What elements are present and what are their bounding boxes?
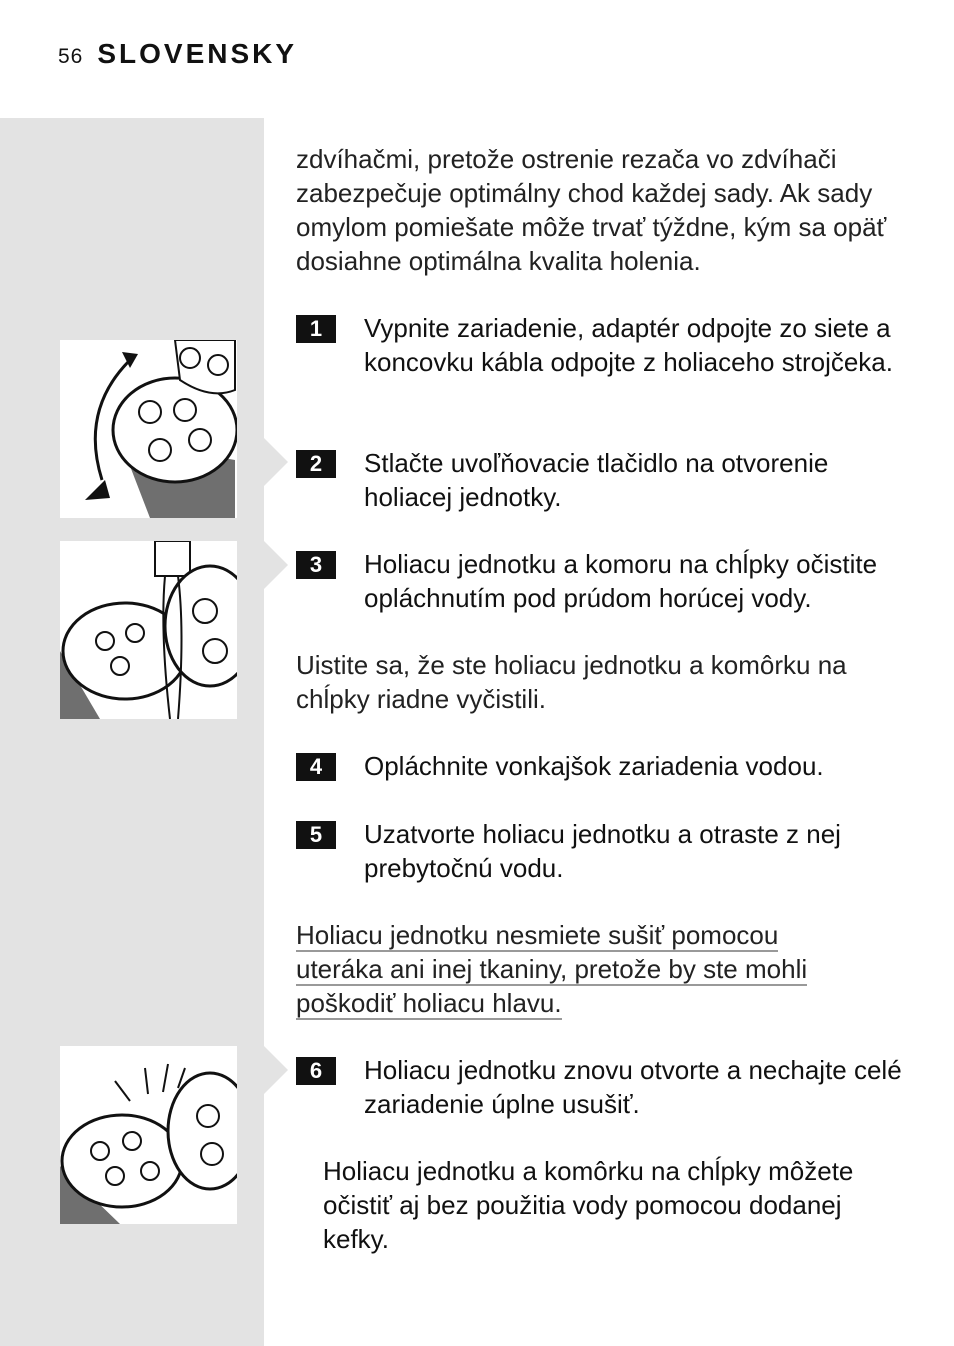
illustration-rinse-shaver [60, 541, 237, 719]
step-4 [296, 749, 906, 783]
step-text: Vypnite zariadenie, adaptér odpojte zo siete a koncovku kábla odpojte z holiaceho strojčeka. [364, 313, 893, 377]
step-number: 2 [296, 450, 336, 478]
step-text: Holiacu jednotku a komoru na chĺpky očistite opláchnutím pod prúdom horúcej vody. [364, 549, 878, 613]
sidebar-pointer-1 [264, 438, 288, 486]
page-number: 56 [58, 45, 84, 68]
warning-line: uteráka ani inej tkaniny, pretože by ste mohli [296, 954, 808, 984]
step-5 [296, 817, 906, 885]
step-6 [296, 1053, 906, 1121]
sidebar-pointer-2 [264, 541, 288, 589]
sidebar-pointer-3 [264, 1046, 288, 1094]
illustration-open-shaver [60, 340, 237, 518]
step-number: 5 [296, 821, 336, 849]
step-number: 1 [296, 315, 336, 343]
step-number: 3 [296, 551, 336, 579]
step-text: Stlačte uvoľňovacie tlačidlo na otvorenie holiacej jednotky. [364, 448, 829, 512]
warning-line: Holiacu jednotku nesmiete sušiť pomocou [296, 920, 779, 950]
step-3 [296, 547, 906, 615]
page-header [58, 38, 297, 78]
warning-line: poškodiť holiacu hlavu. [296, 988, 562, 1018]
step-number: 6 [296, 1057, 336, 1085]
step-text: Opláchnite vonkajšok zariadenia vodou. [364, 751, 824, 781]
tip-paragraph: Holiacu jednotku a komôrku na chĺpky môžete očistiť aj bez použitia vody pomocou dodanej kefky. [323, 1156, 854, 1254]
step-text: Uzatvorte holiacu jednotku a otraste z nej prebytočnú vodu. [364, 819, 841, 883]
step-2 [296, 446, 906, 514]
step-3-note: Uistite sa, že ste holiacu jednotku a komôrku na chĺpky riadne vyčistili. [296, 650, 847, 714]
step-number: 4 [296, 753, 336, 781]
warning-note [296, 918, 906, 1020]
step-text: Holiacu jednotku znovu otvorte a nechajte celé zariadenie úplne usušiť. [364, 1055, 902, 1119]
intro-paragraph: zdvíhačmi, pretože ostrenie rezača vo zdvíhači zabezpečuje optimálny chod každej sady. Ak sady omylom pomiešate môže trvať týždne, kým sa opäť dosiahne optimálna kvalita holenia. [296, 144, 887, 276]
section-title: SLOVENSKY [97, 38, 298, 69]
illustration-dry-shaver [60, 1046, 237, 1224]
step-1 [296, 311, 906, 379]
